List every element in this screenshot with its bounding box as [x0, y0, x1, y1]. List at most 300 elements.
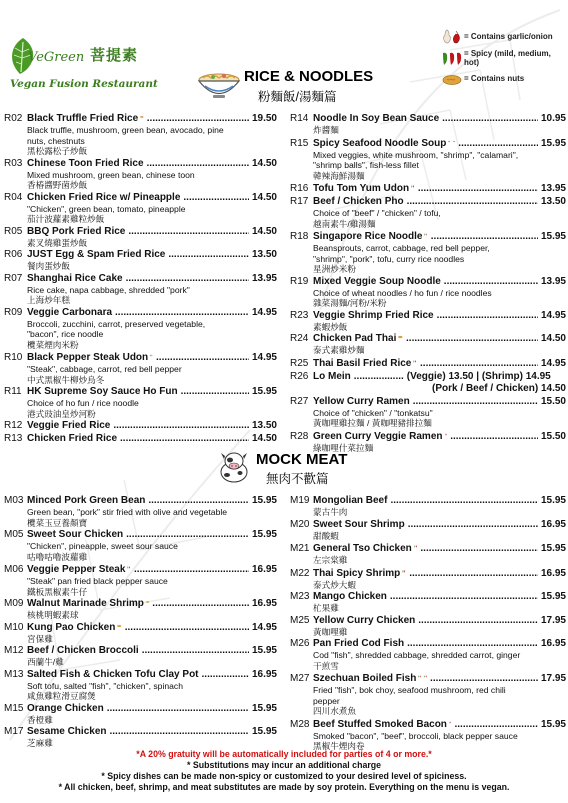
item-code: R12 [4, 420, 23, 431]
menu-item-m15 [4, 703, 277, 726]
item-name: Walnut Marinade Shrimp [27, 598, 144, 609]
menu-item-r26 [290, 371, 566, 395]
item-name-cn: 核桃明蝦素球 [27, 610, 79, 620]
menu-item-header [290, 495, 566, 507]
item-price: 14.95 [540, 309, 566, 321]
item-name-cn: 黑椒牛煙肉卷 [313, 741, 365, 751]
leader-dots [152, 598, 249, 610]
item-price: 15.95 [540, 495, 566, 506]
legend [440, 26, 568, 89]
item-description: Mixed veggies, white mushroom, "shrimp", "calamari", [313, 149, 519, 160]
menu-item-r28 [290, 430, 566, 454]
section-title-mock-meat: MOCK MEAT [256, 451, 348, 468]
item-name-cn: 泰式素雞炒麵 [313, 345, 365, 355]
menu-notes [0, 749, 568, 793]
item-name: Black Truffle Fried Rice [27, 113, 139, 124]
menu-item-r05 [4, 226, 277, 249]
leader-dots [437, 310, 538, 322]
item-code: M13 [4, 668, 24, 680]
menu-item-r27 [290, 396, 566, 429]
item-name-cn: 素叉燒雞蛋炒飯 [27, 237, 88, 248]
menu-item-r03 [4, 158, 277, 191]
menu-item-r24 [290, 333, 566, 356]
item-price: 16.95 [540, 638, 566, 649]
item-price: 17.95 [540, 614, 566, 626]
item-price: 15.95 [540, 718, 566, 730]
item-price: 13.50 [251, 420, 277, 431]
item-code: M22 [290, 567, 310, 579]
menu-item-header [4, 703, 277, 715]
item-price: 15.95 [251, 702, 277, 714]
item-description: Broccoli, zucchini, carrot, preserved vegetable, [27, 318, 206, 329]
item-code: M15 [4, 702, 24, 714]
menu-item-m03 [4, 495, 277, 528]
menu-item-r11 [4, 386, 277, 419]
item-name: Chinese Toon Fried Rice [27, 157, 144, 169]
item-code: M10 [4, 621, 24, 633]
leader-dots [120, 433, 249, 445]
leader-dots [126, 529, 249, 541]
menu-item-header [290, 137, 566, 150]
item-price: 14.95 [251, 621, 277, 633]
menu-item-m27 [290, 672, 566, 717]
leader-dots [354, 371, 404, 383]
pepper-icon [453, 137, 455, 146]
leader-dots [110, 726, 249, 738]
item-description: Beansprouts, carrot, cabbage, red bell pepper, [313, 243, 490, 253]
item-name-cn: 黃咖哩雞拉麵 / 黃咖哩豬排拉麵 [313, 418, 432, 428]
pepper-icon [445, 430, 448, 439]
item-price: 17.95 [540, 673, 567, 684]
item-description: Green bean, "pork" stir fried with olive and vegetable [27, 507, 228, 517]
leader-dots [147, 113, 249, 125]
item-name-cn: 茄汁波蘿素雞粒炒飯 [27, 214, 105, 224]
leader-dots [406, 333, 538, 345]
menu-item-header [4, 529, 277, 541]
item-description: Smoked "bacon", "beef", broccoli, black pepper sauce [313, 730, 518, 741]
menu-item-header [290, 357, 566, 370]
item-price: 16.95 [540, 518, 566, 530]
item-code: R06 [4, 249, 23, 260]
nut-icon [440, 71, 464, 87]
item-name: Chicken Pad Thai [313, 333, 397, 344]
menu-item-header [290, 519, 566, 531]
item-price: 14.95 [251, 306, 277, 318]
item-name: General Tso Chicken [313, 543, 412, 554]
leader-dots [168, 249, 249, 261]
item-name: Pan Fried Cod Fish [313, 638, 405, 649]
pepper-icon [413, 357, 417, 366]
section-title-rice-noodles: RICE & NOODLES [244, 68, 374, 85]
menu-item-r09 [4, 307, 277, 351]
item-name-cn: 港式豉油皇炒河粉 [27, 408, 96, 419]
item-price: (Veggie) 13.50 | (Shrimp) 14.95 [406, 370, 551, 382]
menu-item-r06 [4, 249, 277, 272]
item-name-cn: 香橙雞 [27, 714, 53, 725]
item-name-cn: 越南素牛/雞湯麵 [313, 218, 376, 229]
menu-item-m19 [290, 495, 566, 518]
item-code: M26 [290, 638, 310, 649]
leader-dots [134, 564, 249, 576]
item-name: Salted Fish & Chicken Tofu Clay Pot [27, 668, 199, 680]
item-name: Mango Chicken [313, 591, 387, 602]
item-description: Cod "fish", shredded cabbage, shredded carrot, ginger [313, 650, 521, 660]
leader-dots [442, 113, 538, 125]
item-name-cn: 四川水煮魚 [313, 706, 356, 716]
menu-item-header [290, 333, 566, 345]
item-code: R19 [290, 275, 309, 287]
legend-row-spicy [440, 47, 568, 68]
menu-item-header [290, 591, 566, 603]
menu-item-r25 [290, 357, 566, 370]
item-code: R16 [290, 183, 309, 194]
rice-noodles-left-column [4, 113, 277, 446]
pepper-icon [424, 230, 427, 239]
leader-dots [408, 519, 538, 531]
item-code: R11 [4, 386, 22, 397]
item-name-cn: 泰式炒大蝦 [313, 579, 356, 590]
item-code: R04 [4, 191, 23, 203]
nut-icon [140, 113, 144, 121]
item-name: HK Supreme Soy Sauce Ho Fun [27, 386, 178, 397]
menu-item-m05 [4, 529, 277, 562]
menu-item-r18 [290, 230, 566, 275]
item-description: pepper [313, 695, 340, 706]
menu-item-r16 [290, 182, 566, 195]
leader-dots [107, 703, 249, 715]
item-price: 15.95 [251, 726, 277, 737]
menu-item-header [4, 249, 277, 261]
item-name: Beef Stuffed Smoked Bacon [313, 718, 447, 730]
item-name: Szechuan Boiled Fish [313, 673, 417, 684]
item-name-cn: 欖菜玉豆養顏寶 [27, 517, 88, 528]
menu-item-r07 [4, 273, 277, 306]
menu-item-header [4, 495, 277, 507]
menu-item-header [4, 563, 277, 576]
menu-item-header [290, 276, 566, 288]
leader-dots [142, 645, 249, 657]
leader-dots [183, 192, 249, 204]
item-name: Shanghai Rice Cake [27, 272, 123, 284]
item-name: Thai Basil Fried Rice [313, 357, 412, 369]
substitution-note: * Substitutions may incur an additional charge [186, 760, 382, 770]
item-code: M21 [290, 543, 310, 554]
menu-item-m23 [290, 591, 566, 614]
menu-item-m26 [290, 638, 566, 671]
menu-item-m06 [4, 563, 277, 597]
leader-dots [407, 638, 538, 650]
leader-dots [156, 352, 249, 364]
menu-item-header [4, 433, 277, 445]
leader-dots [148, 495, 249, 507]
item-price: 13.95 [540, 275, 566, 287]
item-description: "Chicken", green bean, tomato, pineapple [27, 203, 186, 214]
item-name: Sesame Chicken [27, 726, 107, 737]
item-name: Yellow Curry Ramen [313, 395, 410, 407]
item-code: M23 [290, 591, 310, 602]
item-name: Spicy Seafood Noodle Soup [313, 137, 447, 149]
cow-icon [216, 448, 252, 484]
item-code: M27 [290, 673, 310, 684]
item-name-cn: 宮保雞 [27, 633, 53, 644]
menu-item-header [4, 726, 277, 738]
item-code: R24 [290, 333, 309, 344]
item-name: Lo Mein [313, 370, 351, 382]
item-name: Tofu Tom Yum Udon [313, 183, 410, 194]
leader-dots [458, 138, 538, 150]
item-name-cn: 素蝦炒飯 [313, 321, 348, 332]
item-price: 14.50 [251, 191, 277, 203]
leader-dots [407, 196, 538, 208]
pepper-icon [424, 672, 427, 681]
item-code: M09 [4, 598, 24, 609]
item-name: BBQ Pork Fried Rice [27, 225, 126, 237]
item-name: Singapore Rice Noodle [313, 231, 423, 242]
leader-dots [413, 396, 538, 408]
item-price: 19.50 [251, 113, 277, 124]
item-code: M17 [4, 726, 24, 737]
item-name-cn: 甜酸蝦 [313, 530, 339, 541]
item-price: 15.95 [540, 231, 566, 242]
pepper-icon [411, 182, 415, 191]
item-code: R28 [290, 430, 309, 442]
menu-item-r13 [4, 433, 277, 445]
leader-dots [113, 420, 249, 432]
item-price: 16.95 [540, 567, 566, 579]
nut-icon [398, 333, 403, 341]
gratuity-note: *A 20% gratuity will be automatically included for parties of 4 or more.* [136, 749, 432, 759]
item-code: M03 [4, 495, 24, 506]
menu-item-header [4, 226, 277, 238]
menu-item-header [290, 230, 566, 243]
item-price: 14.50 [251, 433, 277, 444]
leader-dots [409, 568, 538, 580]
item-code: R03 [4, 157, 23, 169]
menu-item-m13 [4, 669, 277, 702]
leader-dots [115, 307, 249, 319]
pepper-icon [414, 542, 418, 551]
item-name: Mongolian Beef [313, 495, 388, 506]
item-name: Chicken Fried Rice w/ Pineapple [27, 191, 181, 203]
item-price: 15.95 [251, 386, 277, 397]
menu-item-r14 [290, 113, 566, 136]
pepper-icon [448, 137, 450, 146]
item-price: 14.50 [540, 333, 566, 344]
item-price: 13.95 [251, 272, 277, 284]
item-name: Sweet Sour Chicken [27, 529, 124, 540]
item-code: M28 [290, 718, 310, 730]
item-price: 16.95 [251, 668, 277, 680]
item-code: M19 [290, 495, 310, 506]
item-code: R05 [4, 225, 23, 237]
item-name: Beef / Chicken Broccoli [27, 645, 139, 656]
item-code: R27 [290, 395, 309, 407]
leader-dots [128, 226, 249, 238]
item-description: Black truffle, mushroom, green bean, avocado, pine [27, 125, 224, 135]
item-name: Mixed Veggie Soup Noodle [313, 275, 441, 287]
item-description: nuts, chestnuts [27, 135, 85, 146]
menu-item-header [290, 196, 566, 208]
item-description: Choice of ho fun / rice noodle [27, 398, 139, 408]
leader-dots [181, 386, 249, 398]
menu-item-r02 [4, 113, 277, 157]
menu-item-m25 [290, 615, 566, 638]
legend-row-nuts [440, 68, 568, 89]
menu-item-m09 [4, 598, 277, 621]
section-title-rice-noodles-cn: 粉麵飯/湯麵篇 [258, 90, 337, 104]
item-price: 15.50 [540, 395, 566, 407]
legend-text-garlic: = Contains garlic/onion [464, 32, 553, 41]
menu-item-header [290, 310, 566, 322]
leader-dots [418, 615, 538, 627]
item-name: Thai Spicy Shrimp [313, 567, 401, 579]
item-description: Rice cake, napa cabbage, shredded "pork" [27, 284, 190, 295]
item-code: R25 [290, 357, 309, 369]
menu-item-r15 [290, 137, 566, 182]
item-price: 16.95 [251, 564, 277, 575]
item-code: R07 [4, 272, 23, 284]
item-name-cn: 餐肉蛋炒飯 [27, 261, 70, 271]
leader-dots [420, 543, 538, 555]
leader-dots [420, 358, 538, 370]
mock-meat-right-column [290, 495, 566, 753]
item-name: Green Curry Veggie Ramen [313, 430, 443, 442]
item-code: R10 [4, 352, 23, 363]
item-name: Veggie Pepper Steak [27, 564, 126, 575]
menu-item-m17 [4, 726, 277, 749]
item-price: 14.95 [251, 352, 277, 363]
item-price: 14.50 [251, 157, 277, 169]
item-name: Sweet Sour Shrimp [313, 518, 405, 530]
item-name-cn: 咸魚雞粒滑豆腐煲 [27, 691, 96, 701]
menu-item-m22 [290, 567, 566, 591]
brand-name: VeGreen [28, 50, 85, 65]
item-description: "shrimp", "pork", tofu, curry rice noodles [313, 253, 465, 264]
item-description: "Steak", cabbage, carrot, red bell pepper [27, 364, 182, 374]
mock-meat-left-column [4, 495, 277, 750]
item-name-cn: 黑松露松子炒飯 [27, 146, 88, 156]
item-name-cn: 韓辣海鮮湯麵 [313, 170, 365, 181]
item-name-cn: 香椿醬野菌炒飯 [27, 180, 88, 190]
item-code: R17 [290, 196, 309, 207]
menu-item-header [290, 567, 566, 580]
brand-tagline: Vegan Fusion Restaurant [10, 78, 158, 90]
item-price: 10.95 [540, 113, 566, 124]
nut-icon [146, 598, 149, 606]
item-name-cn: 左宗棠雞 [313, 555, 348, 565]
item-name: Kung Pao Chicken [27, 621, 116, 633]
item-name-cn: 綠咖哩什菜拉麵 [313, 442, 374, 453]
menu-item-header [4, 158, 277, 170]
menu-item-r04 [4, 192, 277, 225]
item-code: R26 [290, 370, 309, 382]
pepper-icon [418, 672, 421, 681]
soy-protein-note: * All chicken, beef, shrimp, and meat substitutes are made by soy protein. Everything on the menu is vegan. [58, 782, 510, 792]
menu-item-m21 [290, 542, 566, 566]
menu-item-header [4, 598, 277, 610]
item-price: 14.95 [540, 357, 566, 369]
item-description: Choice of "beef" / "chicken" / tofu, [313, 208, 441, 218]
item-description: Choice of "chicken" / "tonkatsu" [313, 407, 433, 418]
menu-item-header [4, 645, 277, 657]
leader-dots [444, 276, 538, 288]
item-name: Veggie Carbonara [27, 306, 113, 318]
menu-item-header [290, 718, 566, 731]
item-name-cn: 雜菜湯麵/河粉/米粉 [313, 298, 387, 308]
menu-item-header [4, 113, 277, 125]
item-price: 13.50 [251, 249, 277, 260]
garlic-icon [440, 29, 464, 45]
menu-item-r12 [4, 420, 277, 432]
item-name-cn: 蒙古牛肉 [313, 507, 348, 517]
item-description: "Chicken", pineapple, sweet sour sauce [27, 541, 178, 551]
pepper-icon [150, 351, 153, 360]
item-name: Minced Pork Green Bean [27, 495, 146, 506]
item-code: M06 [4, 564, 24, 575]
pepper-icon [440, 50, 464, 66]
menu-item-header [290, 371, 566, 383]
item-code: R02 [4, 113, 23, 124]
item-price-extra: (Pork / Beef / Chicken) 14.50 [432, 382, 566, 394]
item-name-cn: 欖菜煙肉米粉 [27, 339, 79, 350]
pepper-icon [402, 567, 406, 576]
menu-item-header [290, 542, 566, 555]
item-price: 13.95 [540, 183, 566, 194]
menu-item-header [290, 672, 566, 685]
pepper-icon [127, 563, 131, 572]
leader-dots [125, 622, 249, 634]
menu-item-header [4, 307, 277, 319]
item-name-cn: 黃咖哩雞 [313, 626, 348, 637]
item-name: JUST Egg & Spam Fried Rice [27, 249, 166, 260]
item-price: 13.50 [540, 196, 566, 207]
menu-item-header [290, 430, 566, 443]
menu-item-header [290, 182, 566, 195]
menu-item-header [290, 113, 566, 125]
item-price: 14.50 [251, 225, 277, 237]
item-name-cn: 芝麻雞 [27, 738, 53, 748]
menu-item-r19 [290, 276, 566, 309]
item-name-cn: 炸醬麵 [313, 125, 339, 135]
legend-text-spicy: = Spicy (mild, medium, hot) [463, 48, 551, 67]
menu-item-m10 [4, 622, 277, 645]
legend-row-garlic [440, 26, 568, 47]
noodle-bowl-icon [197, 62, 241, 100]
menu-item-header [290, 638, 566, 650]
item-code: R23 [290, 309, 309, 321]
leader-dots [418, 183, 538, 195]
menu-item-header [290, 615, 566, 627]
leader-dots [430, 673, 538, 685]
item-name: Black Pepper Steak Udon [27, 352, 149, 363]
item-name-cn: 干煎雪 [313, 660, 339, 671]
leader-dots [147, 158, 249, 170]
item-name-cn: 鐵板黑椒素牛仔 [27, 586, 88, 597]
leader-dots [202, 669, 249, 681]
item-code: R14 [290, 113, 309, 124]
item-description: "bacon", rice noodle [27, 329, 104, 339]
item-name-cn: 杧果雞 [313, 603, 339, 613]
item-price: 15.95 [251, 495, 277, 506]
item-name: Yellow Curry Chicken [313, 614, 416, 626]
item-name: Beef / Chicken Pho [313, 196, 404, 207]
rice-noodles-right-column [290, 113, 566, 454]
item-price: 15.95 [251, 645, 277, 656]
item-price: 15.95 [251, 529, 277, 540]
brand-name-cn: 菩提素 [90, 46, 139, 64]
menu-item-header [290, 396, 566, 408]
item-price: 15.95 [540, 543, 566, 554]
